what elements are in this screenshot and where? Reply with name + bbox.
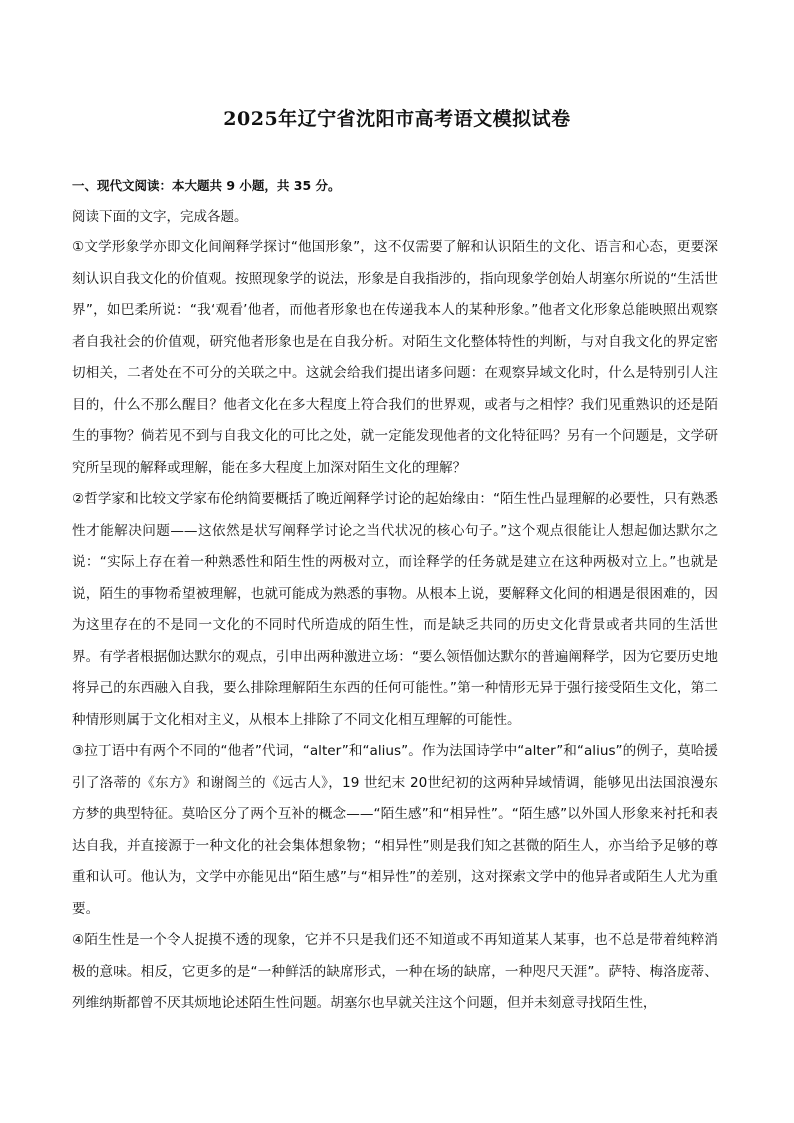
passage-paragraph-2: ②哲学家和比较文学家布伦纳简要概括了晚近阐释学讨论的起始缘由：“陌生性凸显理解的必要性，只有熟悉性才能解决问题——这依然是状写阐释学讨论之当代状况的核心句子。”这个观点很能让人想起伽达默尔之说：“实际上存在着一种熟悉性和陌生性的两极对立，而诠释学的任务就是建立在这种两极对立上。”也就是说，陌生的事物希望被理解，也就可能成为熟悉的事物。从根本上说，要解释文化间的相遇是很困难的，因为这里存在的不是同一文化的不同时代所造成的陌生性，而是缺乏共同的历史文化背景或者共同的生活世界。有学者根据伽达默尔的观点，引申出两种激进立场：“要么领悟伽达默尔的普遍阐释学，因为它要历史地将异己的东西融入自我，要么排除理解陌生东西的任何可能性。”第一种情形无异于强行接受陌生文化，第二种情形则属于文化相对主义，从根本上排除了不同文化相互理解的可能性。 <box>72 491 718 728</box>
passage-paragraph-4: ④陌生性是一个令人捉摸不透的现象，它并不只是我们还不知道或不再知道某人某事，也不总是带着纯粹消极的意味。相反，它更多的是“一种鲜活的缺席形式，一种在场的缺席，一种咫尺天涯”。萨特、梅洛庞蒂、列维纳斯都曾不厌其烦地论述陌生性问题。胡塞尔也早就关注这个问题，但并未刻意寻找陌生性， <box>72 932 718 1011</box>
page-title: 2025年辽宁省沈阳市高考语文模拟试卷 <box>223 108 571 130</box>
passage-body <box>72 232 718 1020</box>
passage-paragraph-3: ③拉丁语中有两个不同的“他者”代词，“alter”和“alius”。作为法国诗学中“alter”和“alius”的例子，莫哈援引了洛蒂的《东方》和谢阁兰的《远古人》，19 世纪末 20世纪初的这两种异域情调，能够见出法国浪漫东方梦的典型特征。莫哈区分了两个互补的概念——“陌生感”和“相异性”。“陌生感”以外国人形象来衬托和表达自我，并直接源于一种文化的社会集体想象物；“相异性”则是我们知之甚微的陌生人，亦当给予足够的尊重和认可。他认为，文学中亦能见出“陌生感”与“相异性”的差别，这对探索文学中的他异者或陌生人尤为重要。 <box>72 743 718 917</box>
reading-instruction: 阅读下面的文字，完成各题。 <box>72 209 248 225</box>
passage-paragraph-1: ①文学形象学亦即文化间阐释学探讨“他国形象”，这不仅需要了解和认识陌生的文化、语言和心态，更要深刻认识自我文化的价值观。按照现象学的说法，形象是自我指涉的，指向现象学创始人胡塞尔所说的“生活世界”，如巴柔所说：“我‘观看’他者，而他者形象也在传递我本人的某种形象。”他者文化形象总能映照出观察者自我社会的价值观，研究他者形象也是在自我分析。对陌生文化整体特性的判断，与对自我文化的界定密切相关，二者处在不可分的关联之中。这就会给我们提出诸多问题：在观察异域文化时，什么是特别引人注目的，什么不那么醒目？他者文化在多大程度上符合我们的世界观，或者与之相悖？我们见重熟识的还是陌生的事物？倘若见不到与自我文化的可比之处，就一定能发现他者的文化特征吗？另有一个问题是，文学研究所呈现的解释或理解，能在多大程度上加深对陌生文化的理解？ <box>72 239 718 476</box>
section-heading: 一、现代文阅读：本大题共 9 小题，共 35 分。 <box>72 178 341 193</box>
